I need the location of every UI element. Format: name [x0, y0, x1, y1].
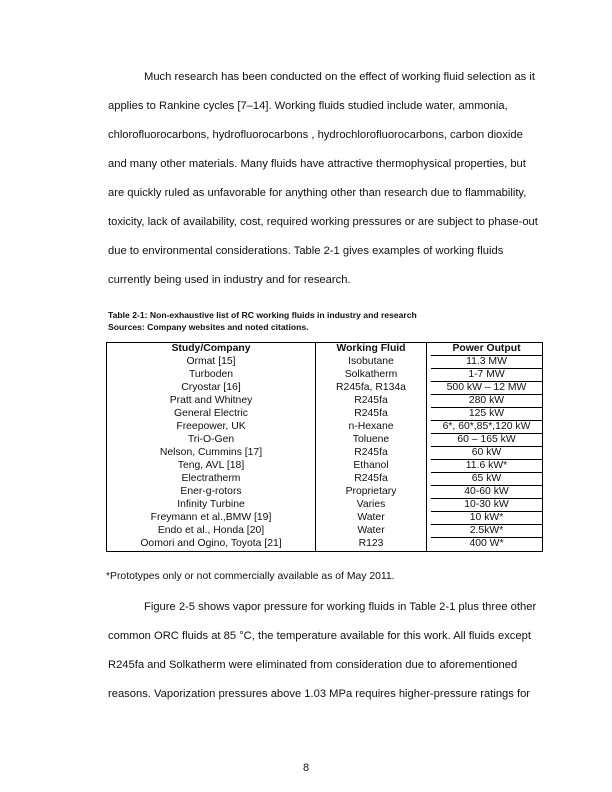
cell-fluid: Varies [316, 499, 427, 512]
cell-fluid: R123 [316, 538, 427, 551]
table-row [107, 408, 543, 421]
cell-power: 125 kW [427, 408, 543, 421]
table-caption-sources: Sources: Company websites and noted citations. [108, 322, 309, 332]
cell-study: Freymann et al.,BMW [19] [107, 512, 316, 525]
paragraph-line: chlorofluorocarbons, hydrofluorocarbons , hydrochlorofluorocarbons, carbon dioxide [108, 129, 523, 141]
cell-study: Tri-O-Gen [107, 434, 316, 447]
cell-power: 1-7 MW [427, 369, 543, 382]
cell-study: Infinity Turbine [107, 499, 316, 512]
cell-fluid: Toluene [316, 434, 427, 447]
cell-fluid: R245fa [316, 473, 427, 486]
cell-study: Cryostar [16] [107, 382, 316, 395]
column-header-power: Power Output [427, 343, 543, 357]
cell-power: 65 kW [427, 473, 543, 486]
column-header-fluid: Working Fluid [316, 343, 427, 357]
table-row [107, 486, 543, 499]
table-row [107, 525, 543, 538]
working-fluids-table [106, 342, 543, 552]
cell-power: 6*, 60*,85*,120 kW [427, 421, 543, 434]
cell-study: Ener-g-rotors [107, 486, 316, 499]
cell-study: Turboden [107, 369, 316, 382]
paragraph-line: toxicity, lack of availability, cost, required working pressures or are subject to phase-out [108, 216, 538, 228]
cell-study: Freepower, UK [107, 421, 316, 434]
cell-power: 40-60 kW [427, 486, 543, 499]
table-row [107, 356, 543, 369]
cell-fluid: Proprietary [316, 486, 427, 499]
table-row [107, 538, 543, 551]
cell-fluid: R245fa, R134a [316, 382, 427, 395]
cell-power: 60 kW [427, 447, 543, 460]
paragraph-line: currently being used in industry and for research. [108, 274, 351, 286]
table-row [107, 447, 543, 460]
table-row [107, 369, 543, 382]
cell-study: Teng, AVL [18] [107, 460, 316, 473]
paragraph-line: applies to Rankine cycles [7–14]. Working fluids studied include water, ammonia, [108, 100, 508, 112]
cell-power: 280 kW [427, 395, 543, 408]
cell-power: 11.3 MW [427, 356, 543, 369]
cell-fluid: R245fa [316, 395, 427, 408]
table-caption [108, 309, 417, 333]
cell-power: 10 kW* [427, 512, 543, 525]
table-row [107, 421, 543, 434]
cell-power: 60 – 165 kW [427, 434, 543, 447]
cell-fluid: Solkatherm [316, 369, 427, 382]
paragraph-line: Figure 2-5 shows vapor pressure for working fluids in Table 2-1 plus three other [144, 601, 537, 613]
cell-power: 400 W* [427, 538, 543, 551]
cell-fluid: Water [316, 525, 427, 538]
table-row [107, 434, 543, 447]
paragraph-line: common ORC fluids at 85 °C, the temperature available for this work. All fluids except [108, 630, 531, 642]
cell-study: Ormat [15] [107, 356, 316, 369]
table-row [107, 499, 543, 512]
cell-study: Nelson, Cummins [17] [107, 447, 316, 460]
cell-power: 11.6 kW* [427, 460, 543, 473]
table-header-row [107, 343, 543, 357]
paragraph-line: are quickly ruled as unfavorable for anything other than research due to flammability, [108, 187, 527, 199]
paragraph-line: reasons. Vaporization pressures above 1.03 MPa requires higher-pressure ratings for [108, 688, 531, 700]
table-row [107, 473, 543, 486]
cell-fluid: R245fa [316, 447, 427, 460]
cell-study: Pratt and Whitney [107, 395, 316, 408]
cell-study: Endo et al., Honda [20] [107, 525, 316, 538]
table-row [107, 460, 543, 473]
cell-fluid: n-Hexane [316, 421, 427, 434]
table-row [107, 382, 543, 395]
page-number: 8 [302, 762, 310, 774]
cell-study: Electratherm [107, 473, 316, 486]
paragraph-line: due to environmental considerations. Table 2-1 gives examples of working fluids [108, 245, 504, 257]
cell-power: 10-30 kW [427, 499, 543, 512]
cell-study: General Electric [107, 408, 316, 421]
cell-power: 2.5kW* [427, 525, 543, 538]
table-footnote: *Prototypes only or not commercially available as of May 2011. [106, 571, 395, 582]
table-row [107, 512, 543, 525]
table-caption-title: Table 2-1: Non-exhaustive list of RC working fluids in industry and research [108, 310, 417, 320]
cell-fluid: Water [316, 512, 427, 525]
paragraph-line: Much research has been conducted on the effect of working fluid selection as it [144, 71, 535, 83]
cell-fluid: R245fa [316, 408, 427, 421]
cell-power: 500 kW – 12 MW [427, 382, 543, 395]
cell-study: Oomori and Ogino, Toyota [21] [107, 538, 316, 551]
cell-fluid: Isobutane [316, 356, 427, 369]
column-header-study: Study/Company [107, 343, 316, 357]
paragraph-line: and many other materials. Many fluids have attractive thermophysical properties, but [108, 158, 526, 170]
paragraph-line: R245fa and Solkatherm were eliminated from consideration due to aforementioned [108, 659, 518, 671]
table-row [107, 395, 543, 408]
cell-fluid: Ethanol [316, 460, 427, 473]
